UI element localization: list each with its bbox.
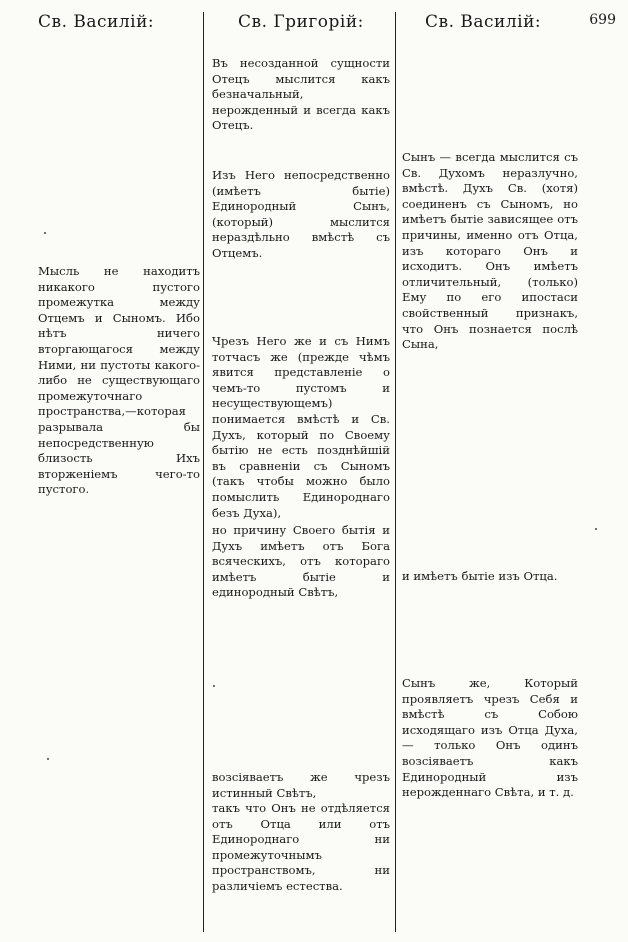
column-header-middle: Св. Григорій: <box>238 12 364 32</box>
scan-speck <box>595 528 597 530</box>
right-paragraph-2: и имѣетъ бытіе изъ Отца. <box>402 569 558 583</box>
middle-paragraph-6: такъ что Онъ не отдѣляется отъ Отца или отъ Единороднаго ни промежуточнымъ пространствомъ, ни различіемъ естества. <box>212 801 390 893</box>
column-header-right: Св. Василій: <box>425 12 542 32</box>
right-paragraph-1: Сынъ — всегда мыслится съ Св. Духомъ неразлучно, вмѣстѣ. Духъ Св. (хотя) соединенъ съ Сыномъ, но имѣетъ бытіе зависящее отъ причины, именно отъ Отца, изъ котораго Онъ и исходитъ. Онъ имѣетъ отличительный, (только) Ему по его ипостаси свойственный признакъ, что Онъ познается послѣ Сына, <box>402 150 578 352</box>
middle-paragraph-5: возсіяваетъ же чрезъ истинный Свѣтъ, <box>212 770 390 800</box>
scan-speck <box>47 758 49 760</box>
left-paragraph-1: Мысль не находитъ никакого пустого промежутка между Отцемъ и Сыномъ. Ибо нѣтъ ничего вторгающагося между Ними, ни пустоты какого-либо не существующаго промежуточнаго пространства,—которая разрывала бы непосредственную близость Ихъ вторженіемъ чего-то пустого. <box>38 264 200 497</box>
middle-paragraph-2: Изъ Него непосредственно (имѣетъ бытіе) Единородный Сынъ, (который) мыслится нераздѣльно вмѣстѣ съ Отцемъ. <box>212 168 390 260</box>
column-divider-left <box>203 12 204 932</box>
column-header-left: Св. Василій: <box>38 12 155 32</box>
right-paragraph-3: Сынъ же, Который проявляетъ чрезъ Себя и вмѣстѣ съ Собою исходящаго изъ Отца Духа,— только Онъ одинъ возсіяваетъ какъ Единородный изъ нерожденнаго Свѣта, и т. д. <box>402 676 578 800</box>
scan-speck <box>213 685 215 687</box>
middle-paragraph-4: но причину Своего бытія и Духъ имѣетъ отъ Бога всяческихъ, отъ котораго имѣетъ бытіе и единородный Свѣтъ, <box>212 523 390 600</box>
middle-paragraph-3: Чрезъ Него же и съ Нимъ тотчасъ же (прежде чѣмъ явится представленіе о чемъ-то пустомъ и несуществующемъ) понимается вмѣстѣ и Св. Духъ, который по Своему бытію не есть позднѣйшій въ сравненіи съ Сыномъ (такъ чтобы можно было помыслить Единороднаго безъ Духа), <box>212 334 390 520</box>
middle-paragraph-1: Въ несозданной сущности Отецъ мыслится какъ безначальный, нерожденный и всегда какъ Отецъ. <box>212 56 390 133</box>
scan-speck <box>44 232 46 234</box>
page-number: 699 <box>589 12 616 28</box>
column-divider-right <box>395 12 396 932</box>
